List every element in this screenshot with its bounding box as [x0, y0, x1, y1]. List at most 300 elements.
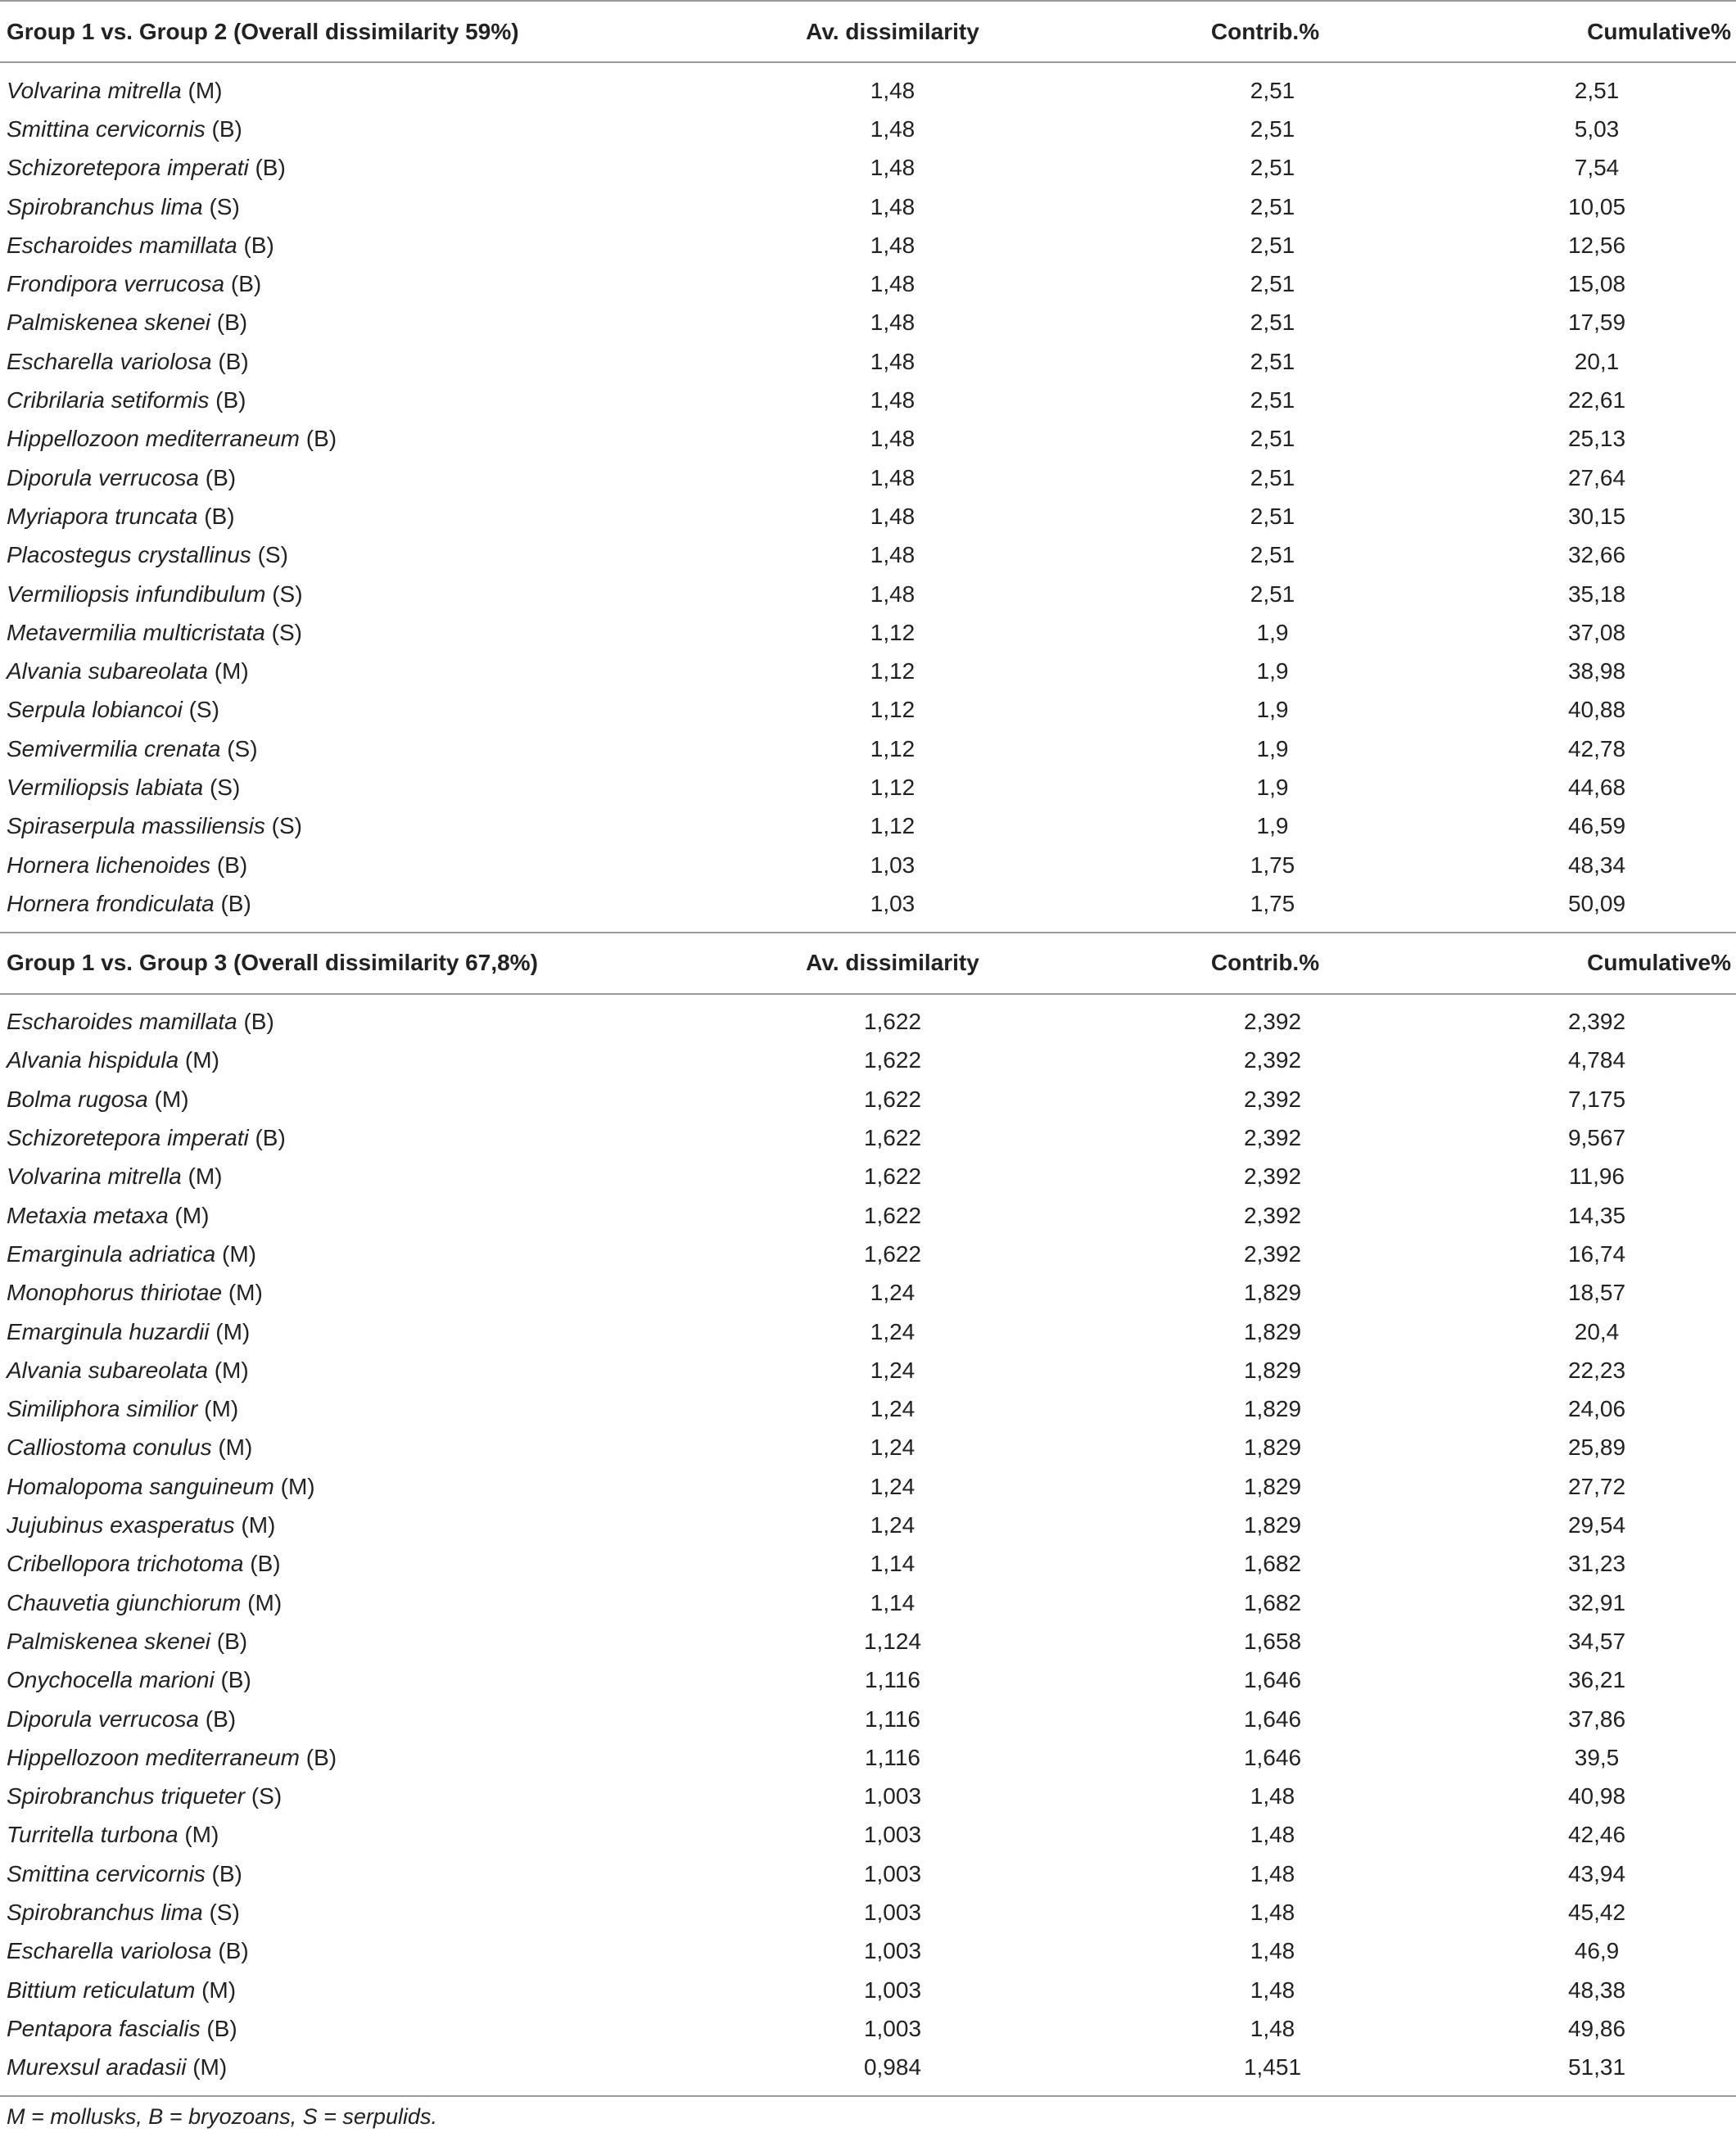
contrib-cell: 1,646: [1243, 1706, 1302, 1732]
contrib-cell: 2,51: [1250, 387, 1295, 413]
av-dissimilarity-cell: 1,24: [870, 1280, 915, 1306]
cumulative-cell: 32,66: [1567, 542, 1626, 568]
species-cell: [0, 768, 712, 806]
taxon-category: (M): [186, 2054, 228, 2081]
contrib-cell: 1,658: [1243, 1628, 1302, 1654]
table-row: [0, 1816, 1736, 1855]
cumulative-cell: 10,05: [1567, 193, 1626, 219]
taxon-category: (S): [182, 697, 219, 723]
species-cell: [0, 420, 712, 459]
cumulative-cell: 7,54: [1574, 155, 1620, 181]
cumulative-cell: 22,61: [1567, 387, 1626, 413]
av-dissimilarity-cell: 1,48: [870, 464, 915, 490]
species-name: Hornera lichenoides: [7, 852, 211, 878]
species-name: Palmiskenea skenei: [7, 1628, 211, 1654]
taxon-category: (S): [265, 581, 303, 607]
av-dissimilarity-cell: 1,48: [870, 193, 915, 219]
species-name: Onychocella marioni: [7, 1667, 215, 1693]
species-name: Volvarina mitrella: [7, 1163, 182, 1190]
contrib-cell: 1,48: [1250, 1860, 1295, 1886]
species-cell: [0, 381, 712, 419]
contrib-cell: 2,392: [1243, 1202, 1302, 1228]
av-dissimilarity-cell: 1,24: [870, 1396, 915, 1422]
taxon-category: (B): [214, 890, 251, 916]
species-cell: [0, 497, 712, 535]
table-row: [0, 1738, 1736, 1777]
taxon-category: (B): [199, 464, 237, 490]
species-name: Bolma rugosa: [7, 1086, 148, 1112]
taxon-category: (B): [248, 155, 286, 181]
taxon-category: (M): [178, 1822, 219, 1848]
contrib-cell: 1,9: [1256, 619, 1289, 645]
contrib-cell: 2,51: [1250, 581, 1295, 607]
contrib-cell: 2,392: [1243, 1086, 1302, 1112]
taxon-category: (B): [237, 1009, 274, 1035]
species-name: Myriapora truncata: [7, 503, 198, 529]
species-cell: [0, 1274, 712, 1312]
species-cell: [0, 1661, 712, 1700]
contrib-cell: 1,646: [1243, 1667, 1302, 1693]
species-cell: [0, 1080, 712, 1118]
av-dissimilarity-cell: 1,622: [863, 1240, 922, 1267]
av-dissimilarity-header: Av. dissimilarity: [712, 933, 1073, 994]
contrib-cell: 2,51: [1250, 309, 1295, 336]
cumulative-cell: 17,59: [1567, 309, 1626, 336]
table-row: [0, 264, 1736, 303]
taxon-category: (S): [245, 1783, 283, 1809]
species-name: Spirobranchus lima: [7, 193, 203, 219]
species-name: Homalopoma sanguineum: [7, 1473, 274, 1499]
species-name: Vermiliopsis infundibulum: [7, 581, 266, 607]
table-row: [0, 459, 1736, 497]
species-cell: [0, 110, 712, 148]
av-dissimilarity-cell: 1,116: [865, 1744, 920, 1770]
species-cell: [0, 691, 712, 730]
taxon-category: (S): [202, 193, 240, 219]
species-cell: [0, 1506, 712, 1544]
species-cell: [0, 846, 712, 884]
species-cell: [0, 1584, 712, 1622]
table-row: [0, 536, 1736, 575]
spacer-row: [0, 994, 1736, 1003]
cumulative-cell: 22,23: [1567, 1357, 1626, 1383]
species-name: Smittina cervicornis: [7, 1860, 206, 1886]
contrib-cell: 1,9: [1256, 813, 1289, 839]
table-row: [0, 730, 1736, 768]
table-row: [0, 1041, 1736, 1080]
species-cell: [0, 1893, 712, 1931]
contrib-cell: 2,51: [1250, 426, 1295, 452]
taxon-category: (B): [211, 348, 249, 374]
cumulative-cell: 46,9: [1574, 1938, 1620, 1964]
taxon-category: (S): [202, 1900, 240, 1925]
av-dissimilarity-cell: 1,48: [870, 309, 915, 336]
species-cell: [0, 884, 712, 923]
table-row: [0, 1467, 1736, 1506]
av-dissimilarity-cell: 1,48: [870, 503, 915, 529]
av-dissimilarity-cell: 1,12: [870, 697, 915, 723]
taxon-category: (M): [241, 1589, 283, 1615]
species-cell: [0, 1545, 712, 1584]
taxon-category: (B): [205, 115, 242, 142]
taxon-category: (B): [237, 232, 274, 258]
cumulative-cell: 27,64: [1567, 464, 1626, 490]
taxon-category: (S): [264, 813, 303, 839]
cumulative-cell: 2,392: [1567, 1009, 1626, 1035]
contrib-cell: 2,51: [1250, 503, 1295, 529]
cumulative-cell: 48,38: [1567, 1977, 1626, 2003]
contrib-cell: 2,392: [1243, 1047, 1302, 1073]
av-dissimilarity-cell: 1,48: [870, 232, 915, 258]
species-name: Metavermilia multicristata: [7, 619, 265, 645]
av-dissimilarity-cell: 1,14: [870, 1589, 915, 1615]
av-dissimilarity-cell: 1,622: [863, 1163, 922, 1190]
cumulative-cell: 40,88: [1567, 697, 1626, 723]
cumulative-cell: 12,56: [1567, 232, 1626, 258]
species-name: Cribrilaria setiformis: [7, 387, 210, 413]
taxon-category: (M): [207, 1357, 249, 1383]
species-name: Cribellopora trichotoma: [7, 1551, 244, 1577]
taxon-category: (B): [248, 1125, 286, 1151]
taxon-category: (B): [210, 1628, 248, 1654]
cumulative-cell: 38,98: [1567, 658, 1626, 684]
species-cell: [0, 1351, 712, 1389]
cumulative-cell: 39,5: [1574, 1744, 1620, 1770]
species-name: Alvania hispidula: [7, 1047, 179, 1073]
taxon-category: (B): [210, 309, 248, 336]
species-name: Spirobranchus triqueter: [7, 1783, 246, 1809]
taxon-category: (B): [243, 1551, 281, 1577]
species-name: Emarginula adriatica: [7, 1240, 216, 1267]
taxon-category: (M): [207, 658, 249, 684]
av-dissimilarity-cell: 0,984: [863, 2054, 922, 2081]
av-dissimilarity-cell: 1,24: [870, 1357, 915, 1383]
cumulative-cell: 9,567: [1567, 1125, 1626, 1151]
species-cell: [0, 1158, 712, 1196]
table-row: [0, 1351, 1736, 1389]
species-name: Turritella turbona: [7, 1822, 179, 1848]
species-name: Murexsul aradasii: [7, 2054, 187, 2081]
taxon-category: (M): [222, 1280, 263, 1306]
contrib-cell: 1,48: [1250, 1822, 1295, 1848]
cumulative-cell: 31,23: [1567, 1551, 1626, 1577]
contrib-cell: 2,51: [1250, 155, 1295, 181]
contrib-header: Contrib.%: [1073, 933, 1458, 994]
taxon-category: (M): [274, 1473, 315, 1499]
cumulative-cell: 37,86: [1567, 1706, 1626, 1732]
cumulative-cell: 25,13: [1567, 426, 1626, 452]
av-dissimilarity-cell: 1,622: [863, 1086, 922, 1112]
taxon-category: (M): [234, 1512, 276, 1538]
species-cell: [0, 1700, 712, 1738]
contrib-cell: 2,51: [1250, 271, 1295, 297]
cumulative-cell: 37,08: [1567, 619, 1626, 645]
species-name: Palmiskenea skenei: [7, 309, 211, 336]
av-dissimilarity-cell: 1,12: [870, 735, 915, 761]
table-row: [0, 497, 1736, 535]
cumulative-cell: 18,57: [1567, 1280, 1626, 1306]
contrib-cell: 2,392: [1243, 1163, 1302, 1190]
taxon-category: (B): [210, 852, 248, 878]
av-dissimilarity-cell: 1,003: [863, 1977, 922, 2003]
av-dissimilarity-cell: 1,48: [870, 387, 915, 413]
table-row: [0, 1932, 1736, 1971]
contrib-cell: 1,48: [1250, 1900, 1295, 1925]
av-dissimilarity-cell: 1,48: [870, 426, 915, 452]
av-dissimilarity-cell: 1,03: [870, 890, 915, 916]
section-end-rule: [0, 2087, 1736, 2096]
table-body: [0, 1, 1736, 2096]
cumulative-cell: 44,68: [1567, 774, 1626, 800]
table-row: [0, 2009, 1736, 2048]
contrib-cell: 1,48: [1250, 1938, 1295, 1964]
table-row: [0, 884, 1736, 923]
taxon-category: (M): [179, 1047, 219, 1073]
species-cell: [0, 613, 712, 652]
table-row: [0, 1312, 1736, 1351]
species-cell: [0, 304, 712, 342]
av-dissimilarity-cell: 1,48: [870, 115, 915, 142]
cumulative-cell: 48,34: [1567, 852, 1626, 878]
av-dissimilarity-cell: 1,24: [870, 1434, 915, 1461]
cumulative-cell: 14,35: [1567, 1202, 1626, 1228]
species-name: Placostegus crystallinus: [7, 542, 251, 568]
species-name: Hornera frondiculata: [7, 890, 215, 916]
species-name: Diporula verrucosa: [7, 464, 199, 490]
av-dissimilarity-cell: 1,003: [863, 1783, 922, 1809]
cumulative-header: Cumulative%: [1458, 1, 1736, 62]
contrib-cell: 2,392: [1243, 1125, 1302, 1151]
av-dissimilarity-cell: 1,48: [870, 155, 915, 181]
av-dissimilarity-cell: 1,48: [870, 271, 915, 297]
av-dissimilarity-cell: 1,003: [863, 1938, 922, 1964]
species-cell: [0, 1622, 712, 1660]
av-dissimilarity-cell: 1,14: [870, 1551, 915, 1577]
contrib-cell: 2,51: [1250, 115, 1295, 142]
av-dissimilarity-cell: 1,003: [863, 2015, 922, 2041]
taxon-category: (B): [224, 271, 262, 297]
contrib-cell: 2,392: [1243, 1240, 1302, 1267]
table-row: [0, 1429, 1736, 1467]
contrib-cell: 1,646: [1243, 1744, 1302, 1770]
species-cell: [0, 2009, 712, 2048]
cumulative-cell: 11,96: [1569, 1163, 1625, 1190]
species-cell: [0, 536, 712, 575]
table-row: [0, 420, 1736, 459]
taxon-category: (S): [264, 619, 302, 645]
species-name: Spirobranchus lima: [7, 1900, 203, 1925]
taxon-category: (S): [203, 774, 241, 800]
contrib-cell: 2,51: [1250, 193, 1295, 219]
contrib-cell: 2,51: [1250, 348, 1295, 374]
cumulative-cell: 5,03: [1574, 115, 1620, 142]
contrib-cell: 1,829: [1243, 1318, 1302, 1344]
contrib-cell: 1,9: [1256, 774, 1289, 800]
table-row: [0, 1855, 1736, 1893]
contrib-cell: 2,392: [1243, 1009, 1302, 1035]
cumulative-cell: 16,74: [1567, 1240, 1626, 1267]
taxon-category: (B): [299, 426, 337, 452]
species-name: Hippellozoon mediterraneum: [7, 1744, 300, 1770]
contrib-cell: 1,829: [1243, 1280, 1302, 1306]
av-dissimilarity-cell: 1,48: [870, 77, 915, 103]
species-cell: [0, 807, 712, 846]
species-cell: [0, 1003, 712, 1041]
species-name: Escharella variolosa: [7, 348, 212, 374]
table-row: [0, 110, 1736, 148]
cumulative-cell: 20,4: [1574, 1318, 1620, 1344]
cumulative-cell: 15,08: [1567, 271, 1626, 297]
species-cell: [0, 1932, 712, 1971]
taxon-category: (B): [299, 1744, 337, 1770]
contrib-cell: 1,829: [1243, 1434, 1302, 1461]
table-row: [0, 1777, 1736, 1815]
taxon-category: (M): [197, 1396, 239, 1422]
contrib-cell: 1,451: [1243, 2054, 1302, 2081]
cumulative-cell: 24,06: [1567, 1396, 1626, 1422]
table-row: [0, 1196, 1736, 1235]
species-cell: [0, 1777, 712, 1815]
species-cell: [0, 71, 712, 110]
cumulative-cell: 49,86: [1567, 2015, 1626, 2041]
cumulative-cell: 4,784: [1567, 1047, 1626, 1073]
species-name: Hippellozoon mediterraneum: [7, 426, 300, 452]
cumulative-header: Cumulative%: [1458, 933, 1736, 994]
table-row: [0, 1506, 1736, 1544]
contrib-cell: 1,48: [1250, 1783, 1295, 1809]
contrib-cell: 1,75: [1250, 852, 1295, 878]
species-name: Jujubinus exasperatus: [7, 1512, 235, 1538]
table-row: [0, 1661, 1736, 1700]
cumulative-cell: 2,51: [1574, 77, 1620, 103]
av-dissimilarity-cell: 1,24: [870, 1318, 915, 1344]
table-row: [0, 342, 1736, 381]
cumulative-cell: 20,1: [1574, 348, 1620, 374]
table-row: [0, 1700, 1736, 1738]
av-dissimilarity-cell: 1,12: [870, 813, 915, 839]
species-cell: [0, 1467, 712, 1506]
species-name: Similiphora similior: [7, 1396, 198, 1422]
contrib-cell: 2,51: [1250, 77, 1295, 103]
species-cell: [0, 264, 712, 303]
taxon-category: (B): [211, 1938, 249, 1964]
contrib-cell: 1,9: [1256, 697, 1289, 723]
taxon-category: (M): [211, 1434, 253, 1461]
species-name: Emarginula huzardii: [7, 1318, 210, 1344]
table-row: [0, 304, 1736, 342]
contrib-cell: 1,75: [1250, 890, 1295, 916]
species-name: Schizoretepora imperati: [7, 1125, 249, 1151]
av-dissimilarity-cell: 1,12: [870, 774, 915, 800]
table-row: [0, 1390, 1736, 1429]
table-row: [0, 381, 1736, 419]
taxon-category: (M): [147, 1086, 189, 1112]
table-row: [0, 846, 1736, 884]
species-cell: [0, 149, 712, 187]
av-dissimilarity-cell: 1,24: [870, 1512, 915, 1538]
species-name: Chauvetia giunchiorum: [7, 1589, 242, 1615]
species-cell: [0, 2049, 712, 2087]
species-cell: [0, 1855, 712, 1893]
contrib-cell: 1,829: [1243, 1473, 1302, 1499]
cumulative-cell: 40,98: [1567, 1783, 1626, 1809]
species-name: Bittium reticulatum: [7, 1977, 196, 2003]
av-dissimilarity-cell: 1,124: [863, 1628, 922, 1654]
contrib-cell: 1,9: [1256, 658, 1289, 684]
species-name: Calliostoma conulus: [7, 1434, 212, 1461]
table-row: [0, 575, 1736, 613]
table-row: [0, 1003, 1736, 1041]
table-row: [0, 1235, 1736, 1273]
av-dissimilarity-cell: 1,116: [865, 1667, 920, 1693]
cumulative-cell: 32,91: [1567, 1589, 1626, 1615]
table-row: [0, 1622, 1736, 1660]
cumulative-cell: 25,89: [1567, 1434, 1626, 1461]
av-dissimilarity-cell: 1,116: [865, 1706, 920, 1732]
taxon-category: (B): [214, 1667, 251, 1693]
av-dissimilarity-cell: 1,622: [863, 1202, 922, 1228]
species-name: Escharoides mamillata: [7, 1009, 237, 1035]
table-row: [0, 1080, 1736, 1118]
species-cell: [0, 1971, 712, 2009]
cumulative-cell: 45,42: [1567, 1900, 1626, 1925]
taxon-category: (M): [181, 77, 223, 103]
contrib-cell: 1,9: [1256, 735, 1289, 761]
contrib-cell: 1,829: [1243, 1396, 1302, 1422]
species-cell: [0, 730, 712, 768]
av-dissimilarity-cell: 1,003: [863, 1860, 922, 1886]
taxon-category: (M): [215, 1240, 257, 1267]
contrib-cell: 1,829: [1243, 1512, 1302, 1538]
cumulative-cell: 43,94: [1567, 1860, 1626, 1886]
section-header-row: [0, 1, 1736, 62]
species-cell: [0, 1738, 712, 1777]
contrib-cell: 1,682: [1243, 1589, 1302, 1615]
group-comparison-header: Group 1 vs. Group 3 (Overall dissimilarity 67,8%): [0, 933, 712, 994]
cumulative-cell: 30,15: [1567, 503, 1626, 529]
table-row: [0, 187, 1736, 226]
species-name: Monophorus thiriotae: [7, 1280, 223, 1306]
contrib-cell: 2,51: [1250, 542, 1295, 568]
species-name: Volvarina mitrella: [7, 77, 182, 103]
contrib-header: Contrib.%: [1073, 1, 1458, 62]
species-cell: [0, 226, 712, 264]
av-dissimilarity-cell: 1,12: [870, 658, 915, 684]
table-row: [0, 1584, 1736, 1622]
contrib-cell: 2,51: [1250, 232, 1295, 258]
cumulative-cell: 29,54: [1567, 1512, 1626, 1538]
av-dissimilarity-cell: 1,003: [863, 1900, 922, 1925]
species-name: Escharella variolosa: [7, 1938, 212, 1964]
taxon-category: (B): [197, 503, 235, 529]
taxon-category: (B): [209, 387, 246, 413]
species-cell: [0, 1196, 712, 1235]
av-dissimilarity-header: Av. dissimilarity: [712, 1, 1073, 62]
taxon-category: (S): [220, 735, 258, 761]
cumulative-cell: 27,72: [1567, 1473, 1626, 1499]
contrib-cell: 1,682: [1243, 1551, 1302, 1577]
table-row: [0, 71, 1736, 110]
species-cell: [0, 575, 712, 613]
av-dissimilarity-cell: 1,12: [870, 619, 915, 645]
taxon-category: (B): [200, 2015, 237, 2041]
taxon-category: (M): [168, 1202, 210, 1228]
table-row: [0, 1118, 1736, 1157]
taxon-category: (B): [199, 1706, 237, 1732]
table-row: [0, 1545, 1736, 1584]
av-dissimilarity-cell: 1,622: [863, 1125, 922, 1151]
species-name: Alvania subareolata: [7, 658, 208, 684]
